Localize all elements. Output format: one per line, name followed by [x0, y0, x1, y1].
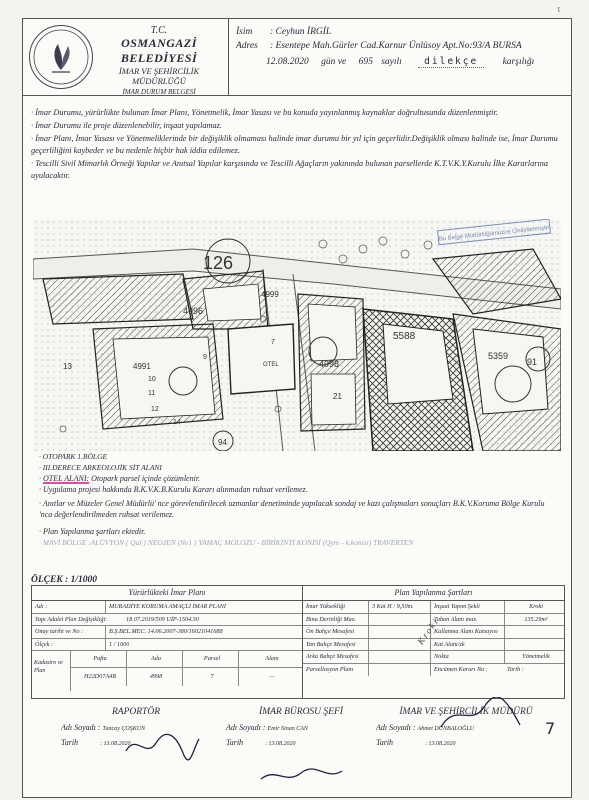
map-label: 4998	[319, 359, 340, 369]
map-label: 126	[203, 253, 234, 273]
parcel-block	[32, 651, 302, 691]
parcel-value-row: H22D07A4B 4998 7 —	[71, 668, 302, 686]
table-row: Ölçek : 1 / 1000	[32, 639, 302, 652]
note-excavation: · Anıtlar ve Müzeler Genel Müdürlü' nce görevlendirilecek uzmanlar denetiminde yapılacak sondaj ve kazı çalışmaları sonuçları B.K.V.Koruma Bölge Kurulu 'nca değerlendirilmeden ruhsat verilemez.	[39, 499, 545, 519]
signature-date-label: Tarih	[61, 738, 79, 747]
application-date-suffix: gün ve	[321, 57, 347, 67]
map-label: 7	[271, 339, 275, 346]
petition-suffix: karşılığı	[502, 57, 535, 67]
signature-bureau-chief	[226, 707, 376, 747]
address-value: : Esentepe Mah.Gürler Cad.Karnur Ünlüsoy Apt.No:93/A BURSA	[270, 41, 522, 51]
signature-date-label: Tarih	[376, 738, 394, 747]
document-header	[23, 19, 571, 96]
application-number-suffix: sayılı	[381, 57, 402, 67]
map-label: 12	[151, 406, 159, 413]
current-plan-table	[32, 586, 303, 698]
map-label: 11	[148, 390, 156, 397]
note-geology: · MAVİ BÖLGE :ALÜVYON ( Qal ) NEOJEN (Ne1 ) YAMAÇ MOLOZU - BİRİKİNTİ KONİSİ (Qym - k.konisi) TRAVERTEN	[39, 538, 414, 547]
plan-tables	[31, 585, 565, 699]
signature-name: Tuncay ÇOŞKUN	[102, 726, 146, 732]
map-label: 14	[173, 419, 181, 426]
table-row: Ön Bahçe Mesafesi Kullanma Alanı Katsayısı	[303, 626, 564, 639]
signature-name-label: Adı Soyadı :	[61, 723, 101, 732]
document-type: İMAR DURUM BELGESİ	[122, 88, 196, 96]
signature-name-label: Adı Soyadı :	[376, 723, 416, 732]
plan-conditions-table	[303, 586, 564, 698]
signature-director	[376, 707, 556, 747]
rule-item: · Tescilli Sivil Mimarlık Örneği Yapılar ve Anıtsal Yapılar karşısında ve Tescilli Ağaçların yakınında bulunan parsellerde K.T.V.K.Y.Kurulu İlke Kararlarına uyulacaktır.	[31, 159, 549, 180]
corner-mark: τ	[557, 4, 561, 14]
kroki-stamp: Kroki	[415, 615, 441, 647]
map-label: 91	[527, 357, 538, 367]
map-label: 4996	[183, 306, 204, 316]
plan-notes	[39, 451, 559, 548]
plan-conditions-title: Plan Yapılanma Şartları	[303, 586, 564, 601]
signature-name-label: Adı Soyadı :	[226, 723, 266, 732]
parcel-grid	[71, 651, 302, 691]
zoning-map	[33, 219, 561, 451]
signature-title: İMAR BÜROSU ŞEFİ	[259, 707, 343, 717]
address-label: Adres	[236, 41, 258, 51]
parcel-header-row: Pafta Ada Parsel Alanı	[71, 651, 302, 668]
map-label: 4991	[133, 362, 151, 371]
map-label: 94	[218, 438, 227, 447]
signature-date: : 13.08.2020	[265, 741, 296, 747]
note-project: · Uygulama projesi hakkında B.K.V.K.B.Kurulu Kararı alınmadan ruhsat verilemez.	[39, 485, 308, 494]
table-row: Yan Bahçe Mesafesi Kat Alanı/zk	[303, 639, 564, 652]
application-number: 695	[358, 57, 373, 67]
signature-title: RAPORTÖR	[111, 707, 161, 717]
map-label: 13	[63, 362, 72, 371]
table-row: Adı : MURADİYE KORUMA AMAÇLI İMAR PLANI	[32, 601, 302, 614]
general-rules	[31, 107, 563, 183]
org-country: T.C.	[150, 25, 168, 36]
map-label: 9	[203, 354, 207, 361]
rule-item: · İmar Durumu, yürürlükte bulunan İmar Planı, Yönetmelik, İmar Yasası ve bu konuda yayınlanmış kaynaklar doğrultusunda düzenlenmiştir.	[31, 108, 498, 117]
zoning-status-document	[22, 18, 572, 798]
org-department: İMAR VE ŞEHİRCİLİK MÜDÜRLÜĞÜ	[118, 66, 200, 86]
note-hotel: · OTEL ALANI: Otopark parsel içinde çözümlenir.	[39, 474, 201, 483]
current-plan-title: Yürürlükteki İmar Planı	[32, 586, 302, 601]
signature-block	[31, 707, 563, 797]
map-label: 4999	[261, 290, 279, 299]
parcel-label: Kadastro ve Plan	[32, 651, 71, 691]
zoning-map-drawing	[33, 219, 561, 451]
signature-date: : 13.08.2020	[425, 741, 456, 747]
handwritten-signature	[436, 697, 526, 733]
map-label: 10	[148, 376, 156, 383]
map-label: 21	[333, 392, 342, 401]
signature-date-label: Tarih	[226, 738, 244, 747]
note-archaeological: · III.DERECE ARKEOLOJİK SİT ALANI	[39, 463, 162, 472]
organization-block	[95, 25, 223, 96]
table-row: Onay tarihi ve No : B.Ş.BEL.MEC. 14.06.2007-380/16021041688	[32, 626, 302, 639]
municipality-logo	[29, 25, 93, 89]
name-value: : Ceyhun İRGİL	[270, 27, 332, 37]
signature-title: İMAR VE ŞEHİRCİLİK MÜDÜRÜ	[399, 707, 533, 717]
petition-word: dilekçe	[418, 56, 484, 68]
map-stamp: Bu Belge Müdürlüğümüzce Onaylanmıştır	[438, 225, 550, 243]
signature-reporter	[61, 707, 211, 747]
table-row: Parsellasyon Planı Encümen Kararı No : Tarih :	[303, 664, 564, 676]
map-label: OTEL	[263, 362, 279, 368]
map-label: 5588	[393, 331, 416, 342]
org-name: OSMANGAZİ BELEDİYESİ	[120, 36, 198, 65]
note-parking: · OTOPARK 1.BÖLGE	[39, 452, 108, 461]
signature-name: Emir Sinan CAN	[267, 726, 308, 732]
name-label: İsim	[236, 27, 253, 37]
applicant-info	[236, 25, 566, 69]
page-number: 7	[545, 719, 556, 738]
header-divider	[228, 19, 229, 95]
note-conditions: · Plan Yapılanma şartları ektedir.	[39, 527, 146, 536]
map-label: 5359	[488, 351, 509, 361]
map-scale: ÖLÇEK : 1/1000	[31, 575, 97, 585]
signature-name: Ahmet DÜNBALOĞLU	[417, 726, 475, 732]
rule-item: · İmar Planı, İmar Yasası ve Yönetmeliklerinde bir değişiklik olmaması halinde imar durumu bir yıl için geçerlidir.Değişiklik olması halinde ise, İmar Durumu geçerliliğini kaybeder ve bu nedenle hiçbir hak iddia edilemez.	[31, 134, 558, 155]
table-row: Arka Bahçe Mesafesi Nokta Yönetmelik	[303, 651, 564, 664]
handwritten-signature	[256, 761, 346, 789]
table-row: İmar Yüksekliği 3 Kat H : 9,50m. İnşaat Yapım Şekli Kroki	[303, 601, 564, 614]
signature-date: : 13.08.2020	[100, 741, 131, 747]
rule-item: · İmar Durumu ile proje düzenlenebilir, inşaat yapılamaz.	[31, 121, 222, 130]
table-row: Bina Derinliği Max. Taban Alanı max. 135.29m²	[303, 614, 564, 627]
application-date: 12.08.2020	[266, 57, 309, 67]
table-row: Yapı Adalet Plan Değişikliği: 18.07.2019/509 UİP-1504.30	[32, 614, 302, 627]
handwritten-signature	[121, 731, 201, 761]
